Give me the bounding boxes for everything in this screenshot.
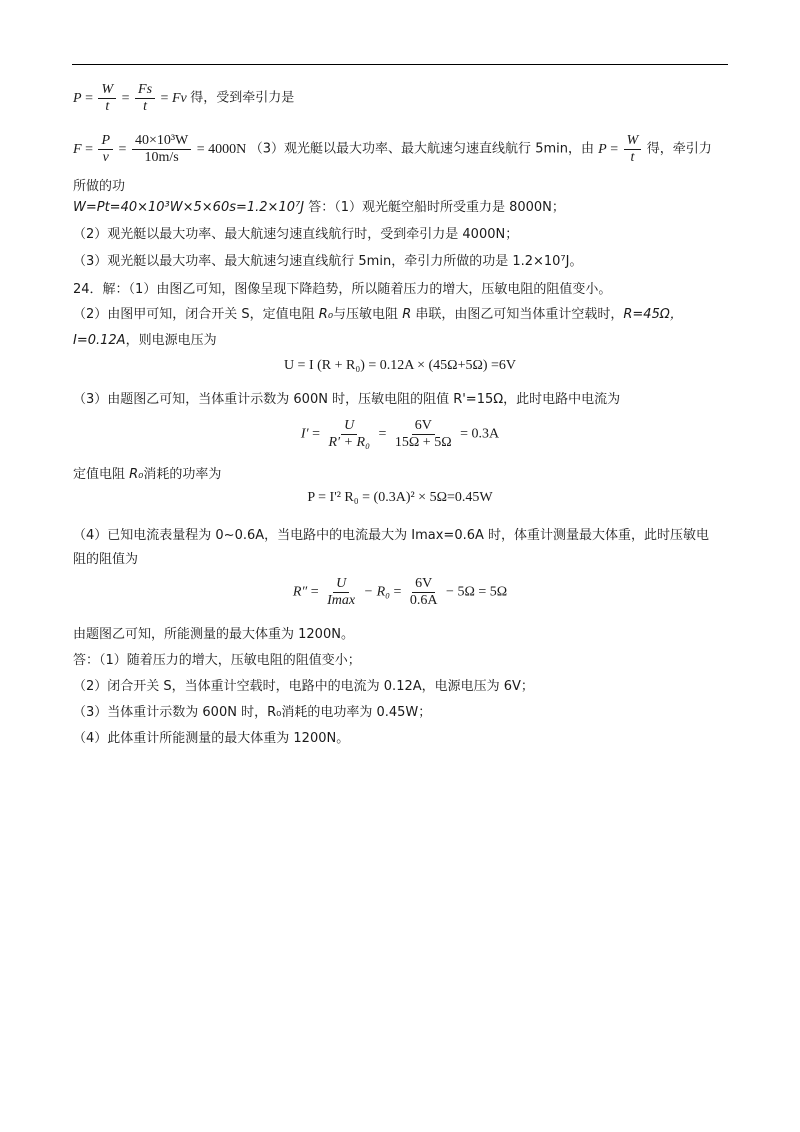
equation-current: I′ = $\frac{U}{\text{R′ + R₀}}$ = $\frac{6V}{15\Omega + 5\Omega}$ = 0.3A — [300, 418, 500, 450]
header-rule — [72, 64, 728, 65]
text-traction-intro: 得，受到牵引力是 — [190, 90, 295, 106]
fraction-w-t: $\frac{W}{t}$ — [98, 82, 116, 115]
q24-part3: （3）由题图乙可知，当体重计示数为 600N 时，压敏电阻的阻值 R'=15Ω，此时电路中电流为 — [73, 392, 621, 407]
equation-voltage: U = I (R + R₀) = 0.12A × (45Ω+5Ω) =6V — [283, 358, 517, 373]
text-part3-intro: （3）观光艇以最大功率、最大航速匀速直线航行 — [249, 141, 532, 157]
text-traction-work: 得，牵引力 — [646, 141, 712, 157]
answer-2: （2）观光艇以最大功率、最大航速匀速直线航行时，受到牵引力是 4000N； — [73, 227, 519, 242]
line-power-formula — [73, 82, 294, 115]
answer-q24-4: （4）此体重计所能测量的最大体重为 1200N。 — [73, 731, 350, 746]
formula-force: F = $\frac{P}{v}$ = $\frac{\text{40×10³W}}{10m/s}$ = 4000N — [73, 133, 247, 165]
equation-resistance: R″ = $\frac{U}{Imax}$ − R₀ = $\frac{6V}{0.6A}$ − 5Ω = 5Ω — [292, 576, 508, 608]
text-r0-power: 定值电阻 R₀消耗的功率为 — [73, 467, 222, 482]
answer-q24-2: （2）闭合开关 S，当体重计空载时，电路中的电流为 0.12A，电源电压为 6V； — [73, 679, 534, 694]
text-5min: 5min — [535, 141, 568, 157]
q24-part1: 24．解：（1）由图乙可知，图像呈现下降趋势，所以随着压力的增大，压敏电阻的阻值变小。 — [73, 282, 612, 297]
answer-1: 答：（1）观光艇空船时所受重力是 8000N； — [308, 200, 565, 215]
fraction-power-speed: $\frac{\text{40×10³W}}{10m/s}$ — [132, 133, 191, 166]
formula-work: W=Pt=40×10³W×5×60s=1.2×10⁷J — [73, 200, 305, 215]
line-force-formula — [73, 133, 712, 166]
fraction-p-v: $\frac{P}{v}$ — [98, 133, 113, 166]
q24-part2-line2: I=0.12A，则电源电压为 — [73, 333, 217, 348]
answer-q24-1: 答：（1）随着压力的增大，压敏电阻的阻值变小； — [73, 653, 361, 668]
formula-power: P = $\frac{W}{t}$ = $\frac{Fs}{t}$ = Fv — [73, 82, 187, 114]
answer-q24-3: （3）当体重计示数为 600N 时，R₀消耗的电功率为 0.45W； — [73, 705, 432, 720]
q24-part4-line2: 阻的阻值为 — [73, 552, 139, 567]
text-by: ，由 — [568, 141, 595, 157]
fraction-fs-t: $\frac{Fs}{t}$ — [135, 82, 155, 115]
answer-3: （3）观光艇以最大功率、最大航速匀速直线航行 5min，牵引力所做的功是 1.2×10⁷J。 — [73, 254, 583, 269]
text-max-weight: 由题图乙可知，所能测量的最大体重为 1200N。 — [73, 627, 354, 642]
line-work-formula — [73, 199, 565, 217]
equation-power: P = I'² R₀ = (0.3A)² × 5Ω=0.45W — [307, 490, 493, 505]
q24-part4-line1: （4）已知电流表量程为 0~0.6A，当电路中的电流最大为 Imax=0.6A 时，体重计测量最大体重，此时压敏电 — [73, 528, 710, 543]
q24-part2-line1: （2）由图甲可知，闭合开关 S，定值电阻 R₀与压敏电阻 R 串联，由图乙可知当体重计空载时，R=45Ω， — [73, 307, 683, 322]
line-work-done: 所做的功 — [73, 179, 126, 194]
formula-p-wt: P = $\frac{W}{t}$ — [598, 142, 647, 157]
